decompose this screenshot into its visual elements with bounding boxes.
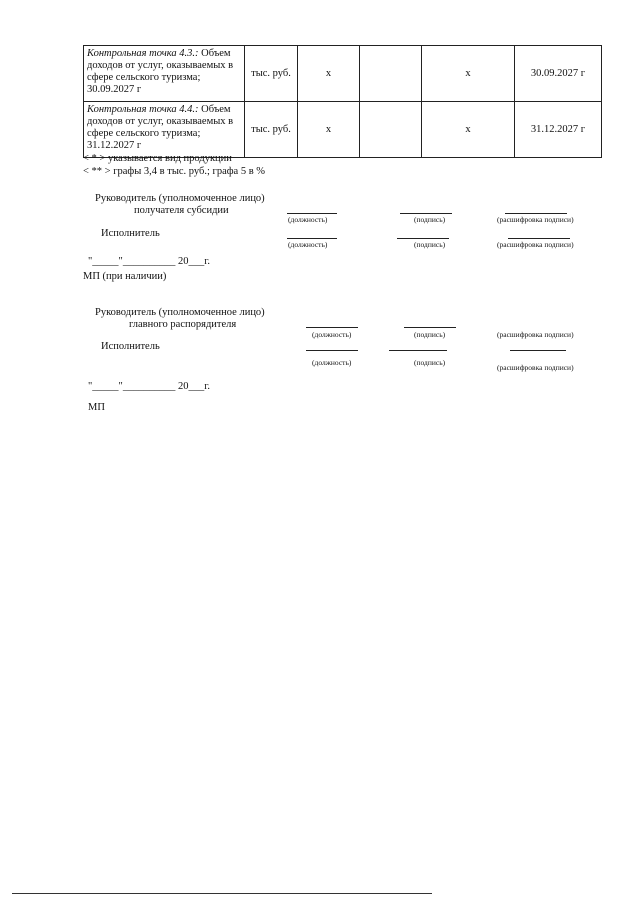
position-caption: (должность) — [312, 358, 352, 367]
recipient-head-title-line1: Руководитель (уполномоченное лицо) — [95, 193, 265, 204]
row-name-cell — [84, 46, 245, 102]
decoding-caption: (расшифровка подписи) — [497, 240, 574, 249]
executor-label: Исполнитель — [101, 341, 160, 352]
control-point-description: Объем доходов от услуг, оказываемых в сфере сельского туризма; 30.09.2027 г — [87, 48, 234, 95]
date-cell: 31.12.2027 г — [515, 102, 602, 158]
row-name-cell — [84, 102, 245, 158]
signature-caption: (подпись) — [414, 330, 446, 339]
col4-cell — [360, 46, 422, 102]
decoding-line — [505, 213, 567, 214]
signature-caption: (подпись) — [414, 215, 446, 224]
control-point-label: Контрольная точка 4.4.: — [87, 104, 199, 115]
distributor-head-title-line1: Руководитель (уполномоченное лицо) — [95, 307, 265, 318]
col5-cell: x — [422, 46, 515, 102]
date-cell: 30.09.2027 г — [515, 46, 602, 102]
decoding-caption: (расшифровка подписи) — [497, 215, 574, 224]
position-line — [306, 327, 358, 328]
recipient-head-title-line2: получателя субсидии — [134, 205, 229, 216]
col3-cell: x — [298, 102, 360, 158]
footnote-columns: < ** > графы 3,4 в тыс. руб.; графа 5 в % — [83, 166, 266, 177]
decoding-line — [510, 350, 566, 351]
page-bottom-rule — [12, 893, 432, 894]
signature-caption: (подпись) — [414, 240, 446, 249]
control-points-table — [83, 45, 602, 158]
position-line — [287, 213, 337, 214]
position-caption: (должность) — [312, 330, 352, 339]
signature-caption: (подпись) — [414, 358, 446, 367]
position-line — [287, 238, 337, 239]
signature-line — [389, 350, 447, 351]
col5-cell: x — [422, 102, 515, 158]
signature-line — [400, 213, 452, 214]
col4-cell — [360, 102, 422, 158]
decoding-line — [508, 238, 570, 239]
position-line — [306, 350, 358, 351]
stamp-label: МП (при наличии) — [83, 271, 167, 282]
date-field: "_____"__________ 20___г. — [88, 381, 210, 392]
control-point-label: Контрольная точка 4.3.: — [87, 48, 199, 59]
col3-cell: x — [298, 46, 360, 102]
signature-line — [397, 238, 449, 239]
signature-line — [404, 327, 456, 328]
decoding-caption: (расшифровка подписи) — [497, 363, 574, 372]
table-row — [84, 46, 602, 102]
date-field: "_____"__________ 20___г. — [88, 256, 210, 267]
control-point-description: Объем доходов от услуг, оказываемых в сфере сельского туризма; 31.12.2027 г — [87, 104, 234, 151]
distributor-head-title-line2: главного распорядителя — [129, 319, 237, 330]
unit-cell: тыс. руб. — [245, 102, 298, 158]
footnote-product-type: < * > указывается вид продукции — [83, 153, 232, 164]
position-caption: (должность) — [288, 240, 328, 249]
stamp-label: МП — [88, 402, 105, 413]
executor-label: Исполнитель — [101, 228, 160, 239]
position-caption: (должность) — [288, 215, 328, 224]
unit-cell: тыс. руб. — [245, 46, 298, 102]
decoding-caption: (расшифровка подписи) — [497, 330, 574, 339]
table-row — [84, 102, 602, 158]
